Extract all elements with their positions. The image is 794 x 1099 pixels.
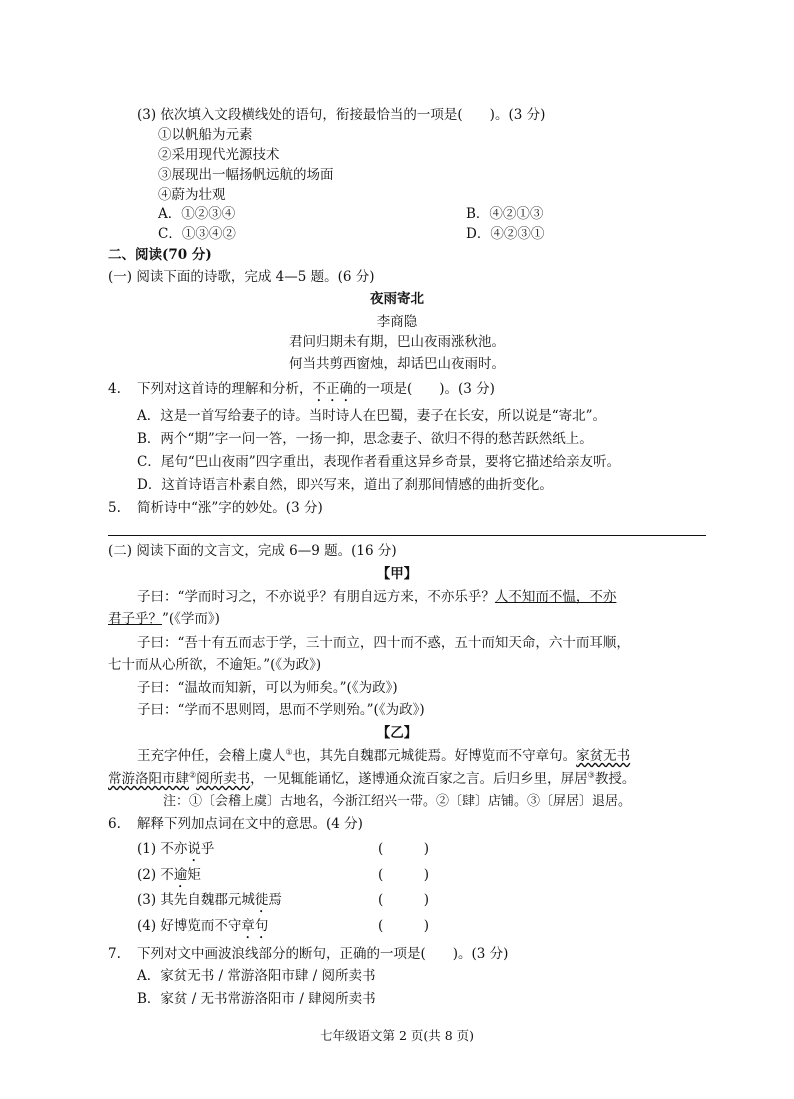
- yi-text-4: 教授。: [594, 771, 636, 787]
- q6-item-3-dot: 徙: [254, 892, 269, 908]
- page-footer: 七年级语文第 2 页(共 8 页): [319, 1028, 475, 1043]
- q4-option-b: B．两个“期”字一问一答，一扬一抑，思念妻子、欲归不得的愁苦跃然纸上。: [137, 431, 593, 447]
- q6-item-1-dot: 说: [187, 841, 201, 857]
- q4-stem-pre: 下列对这首诗的理解和分析，: [137, 381, 313, 397]
- yi-wavy-3: 阅所卖书: [196, 771, 251, 787]
- q6-answer-1: ( ): [378, 841, 430, 857]
- q6-item-2-dot: 逾: [173, 867, 188, 883]
- q4-stem: [137, 380, 495, 405]
- q6-item-3-post: 焉: [268, 892, 282, 908]
- answer-line: [108, 535, 706, 536]
- part1-heading: (一) 阅读下面的诗歌，完成 4—5 题。(6 分): [108, 269, 375, 285]
- q4-stem-post: 的一项是( )。(3 分): [353, 381, 495, 397]
- yi-text-1: 王充字仲任，会稽上虞人: [137, 748, 286, 764]
- footnote-mark-2: ②: [189, 770, 197, 780]
- q7-option-a: A．家贫无书 / 常游洛阳市肆 / 阅所卖书: [137, 968, 376, 984]
- yi-wavy-1: 家贫无书: [576, 748, 631, 764]
- q3-option-a: A．①②③④: [158, 206, 236, 222]
- q6-item-1: [137, 840, 214, 865]
- q6-item-3-pre: (3) 其先自魏郡元城: [137, 892, 255, 908]
- jia-label: 【甲】: [376, 566, 418, 582]
- yi-wavy-2: 常游洛阳市肆: [108, 771, 189, 787]
- jia-para-1-source: ”(《学而》): [162, 611, 220, 627]
- q3-option-d: D．④②③①: [466, 226, 545, 242]
- q3-option-c: C．①③④②: [158, 226, 236, 242]
- q6-answer-3: ( ): [378, 892, 430, 908]
- q6-item-1-post: 乎: [200, 841, 215, 857]
- yi-line-2: [108, 770, 635, 788]
- q7-stem: 下列对文中画波浪线部分的断句，正确的一项是( )。(3 分): [137, 946, 509, 962]
- q3-stem: (3) 依次填入文段横线处的语句，衔接最恰当的一项是( )。(3 分): [137, 107, 546, 123]
- q5-stem: 简析诗中“涨”字的妙处。(3 分): [137, 500, 323, 516]
- footnote-mark-1: ①: [285, 747, 293, 757]
- q4-option-a: A．这是一首写给妻子的诗。当时诗人在巴蜀，妻子在长安，所以说是“寄北”。: [137, 408, 607, 424]
- jia-para-1-underlined-cont: 君子乎？: [108, 611, 162, 627]
- q6-answer-4: ( ): [378, 918, 430, 934]
- q3-item-3: ③展现出一幅扬帆远航的场面: [158, 167, 334, 183]
- q6-answer-2: ( ): [378, 867, 430, 883]
- jia-para-3: 子曰：“温故而知新，可以为师矣。”(《为政》): [137, 680, 398, 696]
- q6-item-4-pre: (4) 好博览而不守: [137, 918, 242, 934]
- q6-item-1-pre: (1) 不亦: [137, 841, 188, 857]
- yi-label: 【乙】: [376, 725, 418, 741]
- q4-option-c: C．尾句“巴山夜雨”四字重出，表现作者看重这异乡奇景，要将它描述给亲友听。: [137, 454, 621, 470]
- q6-stem: 解释下列加点词在文中的意思。(4 分): [137, 816, 363, 832]
- q6-item-3: [137, 891, 282, 916]
- yi-notes: 注：①〔会稽上虞〕古地名，今浙江绍兴一带。②〔肆〕店铺。③〔屏居〕退居。: [163, 794, 632, 809]
- jia-para-1: [137, 588, 616, 606]
- poem-author: 李商隐: [376, 314, 418, 330]
- jia-para-4: 子曰：“学而不思则罔，思而不学则殆。”(《为政》): [137, 702, 425, 718]
- jia-para-2-cont: 七十而从心所欲，不逾矩。”(《为政》): [108, 657, 322, 673]
- jia-para-1-cont: [108, 610, 220, 628]
- jia-para-1-text: 子曰：“学而时习之，不亦说乎？有朋自远方来，不亦乐乎？: [137, 589, 495, 605]
- q4-number: 4.: [108, 381, 121, 397]
- poem-line-2: 何当共剪西窗烛，却话巴山夜雨时。: [289, 356, 505, 372]
- q6-item-2-post: 矩: [187, 867, 201, 883]
- footnote-mark-3: ③: [587, 770, 595, 780]
- yi-text-3: ，一见辄能诵忆，遂博通众流百家之言。后归乡里，屏居: [250, 771, 588, 787]
- part2-heading: (二) 阅读下面的文言文，完成 6—9 题。(16 分): [108, 543, 397, 559]
- poem-line-1: 君问归期未有期，巴山夜雨涨秋池。: [289, 334, 505, 350]
- q6-item-2-pre: (2) 不: [137, 867, 174, 883]
- q4-option-d: D．这首诗语言朴素自然，即兴写来，道出了刹那间情感的曲折变化。: [137, 477, 553, 493]
- yi-text-2: 也，其先自魏郡元城徙焉。好博览而不守章句。: [292, 748, 577, 764]
- q5-number: 5.: [108, 500, 121, 516]
- jia-para-2: 子曰：“吾十有五而志于学，三十而立，四十而不惑，五十而知天命，六十而耳顺，: [137, 635, 630, 651]
- q7-option-b: B．家贫 / 无书常游洛阳市 / 肆阅所卖书: [137, 991, 376, 1007]
- q6-item-2: [137, 866, 201, 891]
- q3-item-2: ②采用现代光源技术: [158, 147, 280, 163]
- q6-item-4-dot: 章句: [241, 918, 269, 934]
- q3-item-1: ①以帆船为元素: [158, 127, 253, 143]
- q3-item-4: ④蔚为壮观: [158, 187, 226, 203]
- q3-option-b: B．④②①③: [466, 206, 544, 222]
- section-title: 二、阅读(70 分): [108, 247, 212, 263]
- poem-title: 夜雨寄北: [370, 291, 424, 307]
- q6-number: 6.: [108, 816, 121, 832]
- yi-line-1: [137, 747, 630, 765]
- q6-item-4: [137, 917, 268, 942]
- q7-number: 7.: [108, 946, 121, 962]
- q4-stem-emphasis: 不正确: [312, 381, 353, 397]
- jia-para-1-underlined: 人不知而不愠，不亦: [494, 589, 617, 605]
